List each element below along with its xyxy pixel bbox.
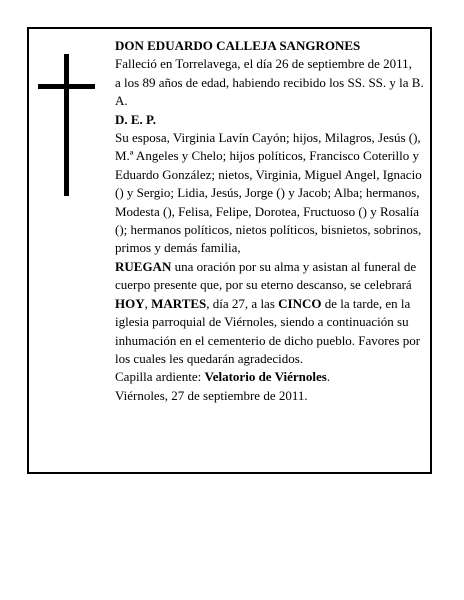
chapel-line (115, 368, 427, 386)
cross-horizontal-bar (38, 84, 95, 89)
request-text-1: una oración por su alma y asistan al funeral de cuerpo presente que, por su eterno descanso, se celebrará (115, 258, 417, 293)
dep-abbreviation: D. E. P. (115, 111, 157, 127)
funeral-request (115, 258, 427, 368)
request-separator: , (144, 295, 152, 311)
death-line: Falleció en Torrelavega, el día 26 de septiembre de 2011, (115, 56, 412, 72)
age-line: a los 89 años de edad, habiendo recibido los SS. SS. y la B. A. (115, 74, 424, 109)
request-text-3: de la tarde, en la iglesia parroquial de Viérnoles, siendo a continuación su inhumación en el cementerio de dicho pueblo. Favores por los cuales les quedarán agradecidos. (115, 295, 421, 366)
cinco-word: CINCO (278, 295, 322, 311)
chapel-place: Velatorio de Viérnoles (204, 369, 327, 385)
cross-vertical-bar (64, 54, 69, 196)
deceased-name: DON EDUARDO CALLEJA SANGRONES (115, 38, 361, 53)
obituary-text (115, 37, 427, 405)
chapel-label: Capilla ardiente: (115, 369, 205, 385)
hoy-word: HOY (115, 295, 145, 311)
place-date: Viérnoles, 27 de septiembre de 2011. (115, 387, 308, 403)
chapel-end: . (326, 369, 331, 385)
family-list: Su esposa, Virginia Lavín Cayón; hijos, Milagros, Jesús (), M.ª Angeles y Chelo; hijos políticos, Francisco Coterillo y Eduardo González; nietos, Virginia, Miguel Angel, Ignacio () y Sergio; Lidia, Jesús, Jorge () y Jacob; Alba; hermanos, Modesta (), Felisa, Felipe, Dorotea, Fructuoso () y Rosalía (); hermanos políticos, nietos políticos, bisnietos, sobrinos, primos y demás familia, (115, 130, 422, 256)
ruegan-word: RUEGAN (115, 258, 172, 274)
martes-word: MARTES (151, 295, 207, 311)
request-text-2: , día 27, a las (206, 295, 279, 311)
